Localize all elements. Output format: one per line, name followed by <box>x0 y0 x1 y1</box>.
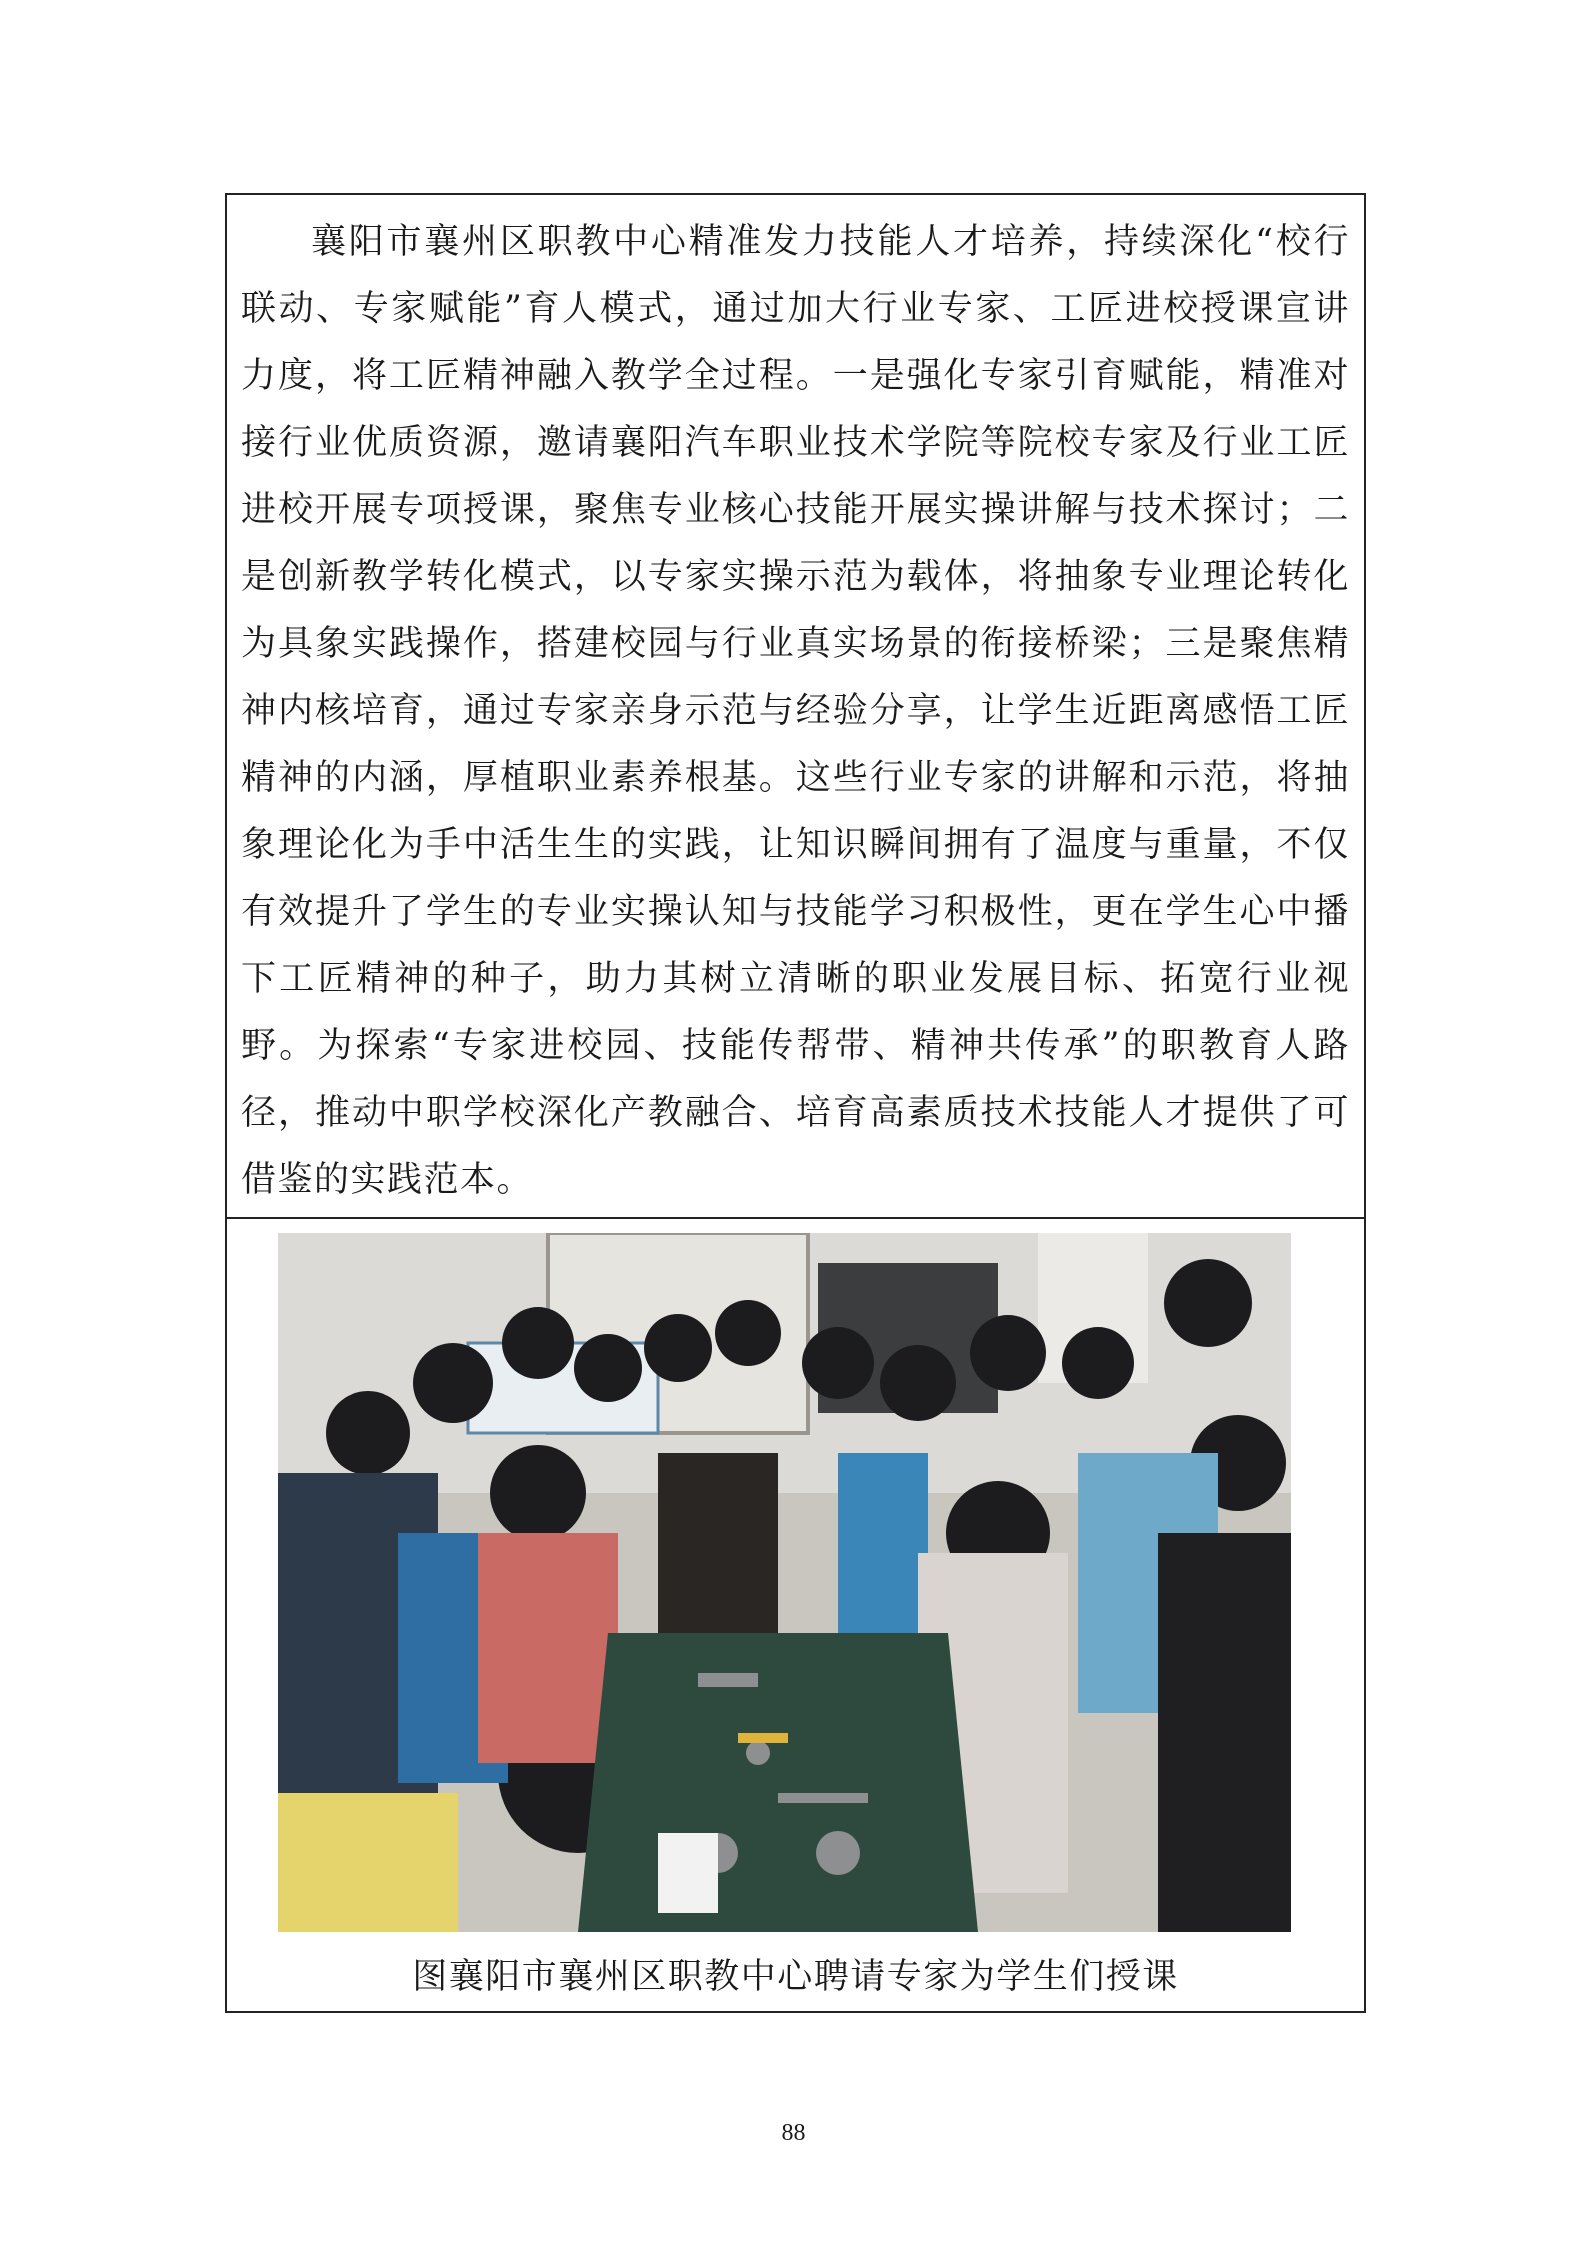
classroom-photo <box>278 1233 1291 1932</box>
photo-cell <box>227 1219 1364 2011</box>
text-cell <box>227 195 1364 1219</box>
figure-caption: 图襄阳市襄州区职教中心聘请专家为学生们授课 <box>412 1957 1179 1997</box>
article-table <box>225 193 1366 2013</box>
article-paragraph: 襄阳市襄州区职教中心精准发力技能人才培养，持续深化“校行联动、专家赋能”育人模式，通过加大行业专家、工匠进校授课宣讲力度，将工匠精神融入教学全过程。一是强化专家引育赋能，精准对接行业优质资源，邀请襄阳汽车职业技术学院等院校专家及行业工匠进校开展专项授课，聚焦专业核心技能开展实操讲解与技术探讨；二是创新教学转化模式，以专家实操示范为载体，将抽象专业理论转化为具象实践操作，搭建校园与行业真实场景的衔接桥梁；三是聚焦精神内核培育，通过专家亲身示范与经验分享，让学生近距离感悟工匠精神的内涵，厚植职业素养根基。这些行业专家的讲解和示范，将抽象理论化为手中活生生的实践，让知识瞬间拥有了温度与重量，不仅有效提升了学生的专业实操认知与技能学习积极性，更在学生心中播下工匠精神的种子，助力其树立清晰的职业发展目标、拓宽行业视野。为探索“专家进校园、技能传帮带、精神共传承”的职教育人路径，推动中职学校深化产教融合、培育高素质技术技能人才提供了可借鉴的实践范本。 <box>241 222 1350 1200</box>
page-number: 88 <box>781 2120 806 2146</box>
